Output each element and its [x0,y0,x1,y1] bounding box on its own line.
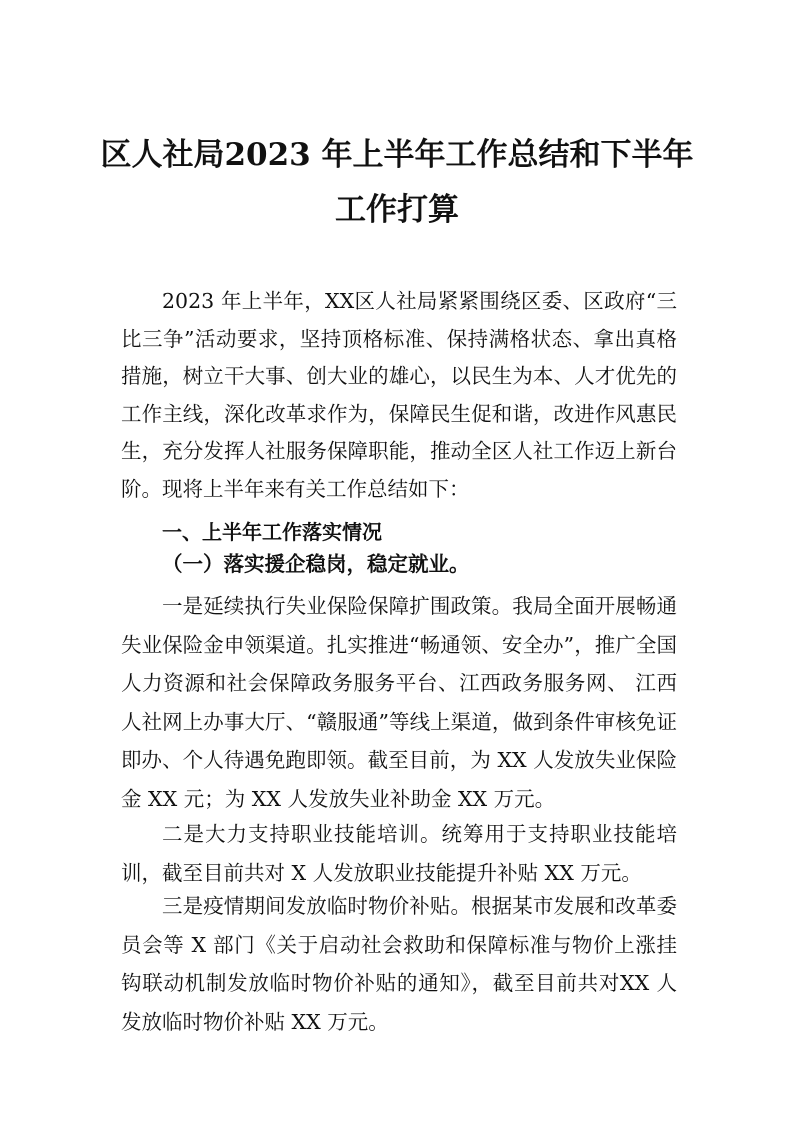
item-paragraph-2: 二是大力支持职业技能培训。统筹用于支持职业技能培训，截至目前共对 X 人发放职业技能提升补贴 XX 万元。 [121,822,677,885]
document-title-line-1: 区人社局2023 年上半年工作总结和下半年 [100,137,694,173]
subsection-heading-1: （一）落实援企稳岗，稳定就业。 [162,552,470,576]
section-heading-1: 一、上半年工作落实情况 [162,520,382,544]
document-title-line-2: 工作打算 [335,192,459,228]
item-paragraph-1: 一是延续执行失业保险保障扩围政策。我局全面开展畅通失业保险金申领渠道。扎实推进“畅通领、安全办”，推广全国人力资源和社会保障政务服务平台、江西政务服务网、 江西人社网上办事大厅、“赣服通”等线上渠道，做到条件审核免证即办、个人待遇免跑即领。截至目前，为 XX 人发放失业保险金 XX 元；为 XX 人发放失业补助金 XX 万元。 [121,594,677,811]
item-paragraph-3: 三是疫情期间发放临时物价补贴。根据某市发展和改革委员会等 X 部门《关于启动社会救助和保障标准与物价上涨挂钩联动机制发放临时物价补贴的通知》，截至目前共对XX 人发放临时物价补贴 XX 万元。 [121,894,677,1034]
intro-paragraph: 2023 年上半年，XX区人社局紧紧围绕区委、区政府“三比三争”活动要求，坚持顶格标准、保持满格状态、拿出真格措施，树立干大事、创大业的雄心，以民生为本、人才优先的工作主线，深化改革求作为，保障民生促和谐，改进作风惠民生，充分发挥人社服务保障职能，推动全区人社工作迈上新台阶。现将上半年来有关工作总结如下： [121,289,677,501]
